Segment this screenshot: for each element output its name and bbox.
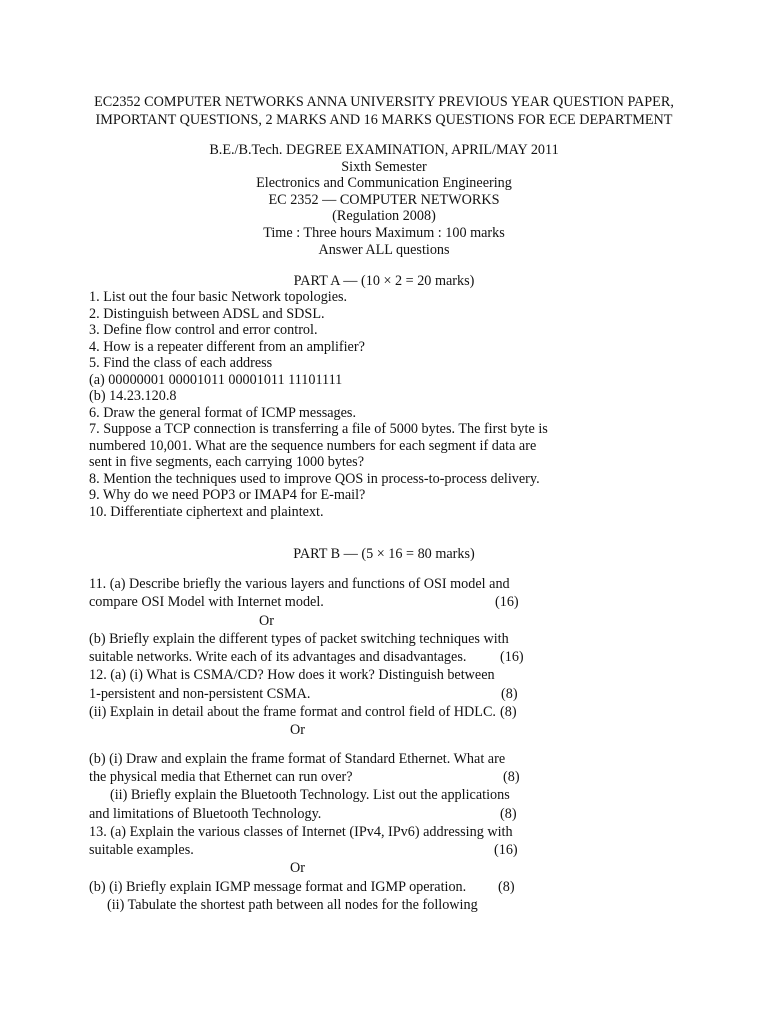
part-a-line: sent in five segments, each carrying 1000 bytes? (89, 454, 364, 470)
exam-details (0, 142, 768, 258)
header-line-2: IMPORTANT QUESTIONS, 2 MARKS AND 16 MARKS QUESTIONS FOR ECE DEPARTMENT (95, 112, 673, 128)
q13b-line-2: (ii) Tabulate the shortest path between all nodes for the following (107, 897, 478, 914)
part-a-line: 3. Define flow control and error control. (89, 322, 318, 338)
q11a-text: compare OSI Model with Internet model. (89, 594, 324, 611)
or-line (89, 613, 689, 631)
q12a-line-3 (89, 704, 689, 722)
or-line (89, 860, 689, 878)
q11b-text: suitable networks. Write each of its advantages and disadvantages. (89, 649, 467, 666)
q11b-line-1: (b) Briefly explain the different types of packet switching techniques with (89, 630, 509, 647)
part-a-line: numbered 10,001. What are the sequence numbers for each segment if data are (89, 437, 537, 454)
q13a-text: suitable examples. (89, 842, 194, 859)
part-b-questions (89, 576, 689, 915)
part-a-line: 2. Distinguish between ADSL and SDSL. (89, 305, 325, 322)
q13a-line-2 (89, 842, 689, 860)
part-a-line: 8. Mention the techniques used to improve QOS in process-to-process delivery. (89, 470, 540, 487)
q12a-ii-marks: (8) (500, 704, 517, 721)
part-a-line: 9. Why do we need POP3 or IMAP4 for E-mail? (89, 487, 366, 503)
q12b-line-2 (89, 769, 689, 787)
header-line-1: EC2352 COMPUTER NETWORKS ANNA UNIVERSITY PREVIOUS YEAR QUESTION PAPER, (94, 94, 674, 110)
q12b-line-1: (b) (i) Draw and explain the frame format of Standard Ethernet. What are (89, 750, 506, 767)
q12a-text: 1-persistent and non-persistent CSMA. (89, 685, 311, 702)
q13b-text: (b) (i) Briefly explain IGMP message format and IGMP operation. (89, 878, 467, 895)
exam-time: Time : Three hours Maximum : 100 marks (263, 224, 505, 241)
part-a-line: 5. Find the class of each address (89, 355, 273, 371)
q12a-line-2 (89, 686, 689, 704)
or-separator: Or (290, 722, 305, 739)
part-a-line: 6. Draw the general format of ICMP messages. (89, 404, 356, 421)
q12b-ii-marks: (8) (500, 805, 517, 822)
q13a-line-1: 13. (a) Explain the various classes of Internet (IPv4, IPv6) addressing with (89, 823, 513, 840)
q12b-ii-text: and limitations of Bluetooth Technology. (89, 805, 322, 822)
q12a-ii-text: (ii) Explain in detail about the frame format and control field of HDLC. (89, 704, 496, 721)
part-a-line: (b) 14.23.120.8 (89, 388, 177, 404)
exam-degree: B.E./B.Tech. DEGREE EXAMINATION, APRIL/MAY 2011 (209, 142, 559, 158)
document-header (0, 93, 768, 129)
part-a-title: PART A — (10 × 2 = 20 marks) (293, 273, 475, 289)
or-line (89, 722, 689, 740)
q12b-line-3: (ii) Briefly explain the Bluetooth Technology. List out the applications (110, 787, 510, 804)
exam-subject: EC 2352 — COMPUTER NETWORKS (268, 191, 500, 208)
spacer (89, 741, 689, 751)
q13a-marks: (16) (494, 842, 518, 859)
part-b-title: PART B — (5 × 16 = 80 marks) (293, 546, 475, 562)
q12a-line-1: 12. (a) (i) What is CSMA/CD? How does it work? Distinguish between (89, 667, 495, 684)
part-a-line: 1. List out the four basic Network topologies. (89, 289, 348, 305)
q12b-marks: (8) (503, 768, 520, 785)
q12b-line-4 (89, 806, 689, 824)
exam-regulation: (Regulation 2008) (332, 208, 436, 225)
part-a-questions (89, 289, 649, 520)
q11b-line-2 (89, 649, 689, 667)
q12b-text: the physical media that Ethernet can run over? (89, 768, 353, 785)
exam-branch: Electronics and Communication Engineering (256, 175, 512, 192)
q13b-line-1 (89, 879, 689, 897)
or-separator: Or (259, 612, 274, 629)
or-separator: Or (290, 860, 305, 877)
exam-semester: Sixth Semester (341, 158, 427, 175)
part-a-line: 10. Differentiate ciphertext and plaintext. (89, 503, 324, 520)
q11b-marks: (16) (500, 649, 524, 666)
q13b-marks: (8) (498, 878, 515, 895)
part-a-line: 4. How is a repeater different from an amplifier? (89, 338, 365, 355)
part-a-line: 7. Suppose a TCP connection is transferring a file of 5000 bytes. The first byte is (89, 421, 548, 437)
part-a-line: (a) 00000001 00001011 00001011 11101111 (89, 371, 343, 388)
exam-instruction: Answer ALL questions (318, 241, 450, 258)
q11a-line-2 (89, 594, 689, 612)
q11a-line-1: 11. (a) Describe briefly the various layers and functions of OSI model and (89, 576, 510, 592)
q12a-marks: (8) (501, 685, 518, 702)
q11a-marks: (16) (495, 594, 519, 611)
